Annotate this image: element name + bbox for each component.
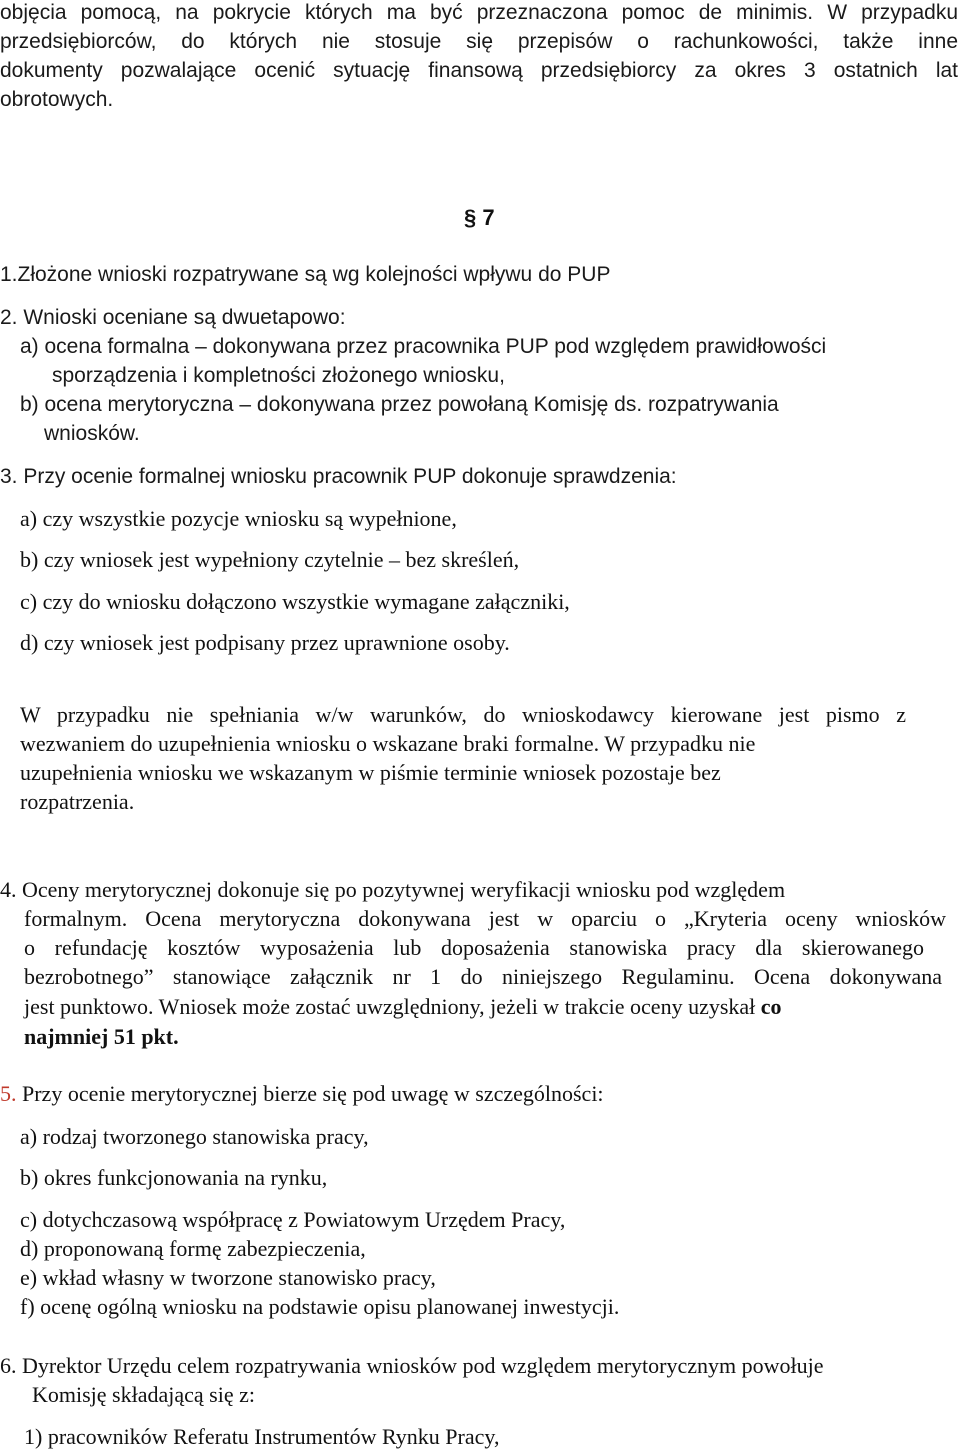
point-2-intro: 2. Wnioski oceniane są dwuetapowo: xyxy=(0,306,346,329)
point-3-item: d) czy wniosek jest podpisany przez uprawnione osoby. xyxy=(20,630,510,655)
intro-line: objęcia pomocą, na pokrycie których ma być przeznaczona pomoc de minimis. W przypadku xyxy=(0,1,958,24)
point-6-item: 1) pracowników Referatu Instrumentów Rynku Pracy, xyxy=(24,1424,500,1449)
point-2-item-a: a) ocena formalna – dokonywana przez pracownika PUP pod względem prawidłowości xyxy=(20,335,827,358)
point-5-intro xyxy=(0,1083,604,1105)
point-5-item: e) wkład własny w tworzone stanowisko pracy, xyxy=(20,1265,436,1290)
point-2-item-b-cont: wniosków. xyxy=(44,422,140,445)
point-4-threshold: najmniej 51 pkt. xyxy=(24,1024,179,1049)
point-3-item: a) czy wszystkie pozycje wniosku są wypełnione, xyxy=(20,506,457,531)
formal-note-line: uzupełnienia wniosku we wskazanym w piśmie terminie wniosek pozostaje bez xyxy=(20,760,721,785)
point-4-line: 4. Oceny merytorycznej dokonuje się po pozytywnej weryfikacji wniosku pod względem xyxy=(0,877,786,902)
point-3-item: c) czy do wniosku dołączono wszystkie wymagane załączniki, xyxy=(20,589,570,614)
intro-line: przedsiębiorców, do których nie stosuje się przepisów o rachunkowości, także inne xyxy=(0,30,958,53)
point-4-line xyxy=(24,996,782,1018)
point-3-item: b) czy wniosek jest wypełniony czytelnie – bez skreśleń, xyxy=(20,547,520,572)
intro-line: dokumenty pozwalające ocenić sytuację finansową przedsiębiorcy za okres 3 ostatnich lat xyxy=(0,59,958,82)
point-5-number: 5. xyxy=(0,1081,17,1106)
point-4-line-text: jest punktowo. Wniosek może zostać uwzględniony, jeżeli w trakcie oceny uzyskał xyxy=(24,994,761,1019)
section-heading: § 7 xyxy=(464,205,495,230)
point-2-item-a-cont: sporządzenia i kompletności złożonego wniosku, xyxy=(52,364,505,387)
formal-note-line: W przypadku nie spełniania w/w warunków, do wnioskodawcy kierowane jest pismo z xyxy=(20,702,906,727)
point-4-line: formalnym. Ocena merytoryczna dokonywana jest w oparciu o „Kryteria oceny wniosków xyxy=(24,906,946,931)
formal-note-line: rozpatrzenia. xyxy=(20,789,135,814)
point-5-item: a) rodzaj tworzonego stanowiska pracy, xyxy=(20,1124,369,1149)
point-4-line: o refundację kosztów wyposażenia lub doposażenia stanowiska pracy dla skierowanego xyxy=(24,935,924,960)
point-5-item: d) proponowaną formę zabezpieczenia, xyxy=(20,1236,366,1261)
point-5-item: c) dotychczasową współpracę z Powiatowym Urzędem Pracy, xyxy=(20,1207,566,1232)
point-2-item-b: b) ocena merytoryczna – dokonywana przez powołaną Komisję ds. rozpatrywania xyxy=(20,393,779,416)
intro-line: obrotowych. xyxy=(0,88,114,111)
point-6-line: Komisję składającą się z: xyxy=(32,1382,255,1407)
point-3-intro: 3. Przy ocenie formalnej wniosku pracownik PUP dokonuje sprawdzenia: xyxy=(0,465,677,488)
point-5-item: f) ocenę ogólną wniosku na podstawie opisu planowanej inwestycji. xyxy=(20,1294,620,1319)
point-6-line: 6. Dyrektor Urzędu celem rozpatrywania wniosków pod względem merytorycznym powołuje xyxy=(0,1353,824,1378)
point-5-item: b) okres funkcjonowania na rynku, xyxy=(20,1165,328,1190)
point-5-intro-text: Przy ocenie merytorycznej bierze się pod uwagę w szczególności: xyxy=(16,1081,604,1106)
point-1: 1.Złożone wnioski rozpatrywane są wg kolejności wpływu do PUP xyxy=(0,263,611,286)
point-4-threshold-emphasis: co xyxy=(760,994,782,1019)
point-4-line: bezrobotnego” stanowiące załącznik nr 1 do niniejszego Regulaminu. Ocena dokonywana xyxy=(24,964,942,989)
formal-note-line: wezwaniem do uzupełnienia wniosku o wskazane braki formalne. W przypadku nie xyxy=(20,731,756,756)
